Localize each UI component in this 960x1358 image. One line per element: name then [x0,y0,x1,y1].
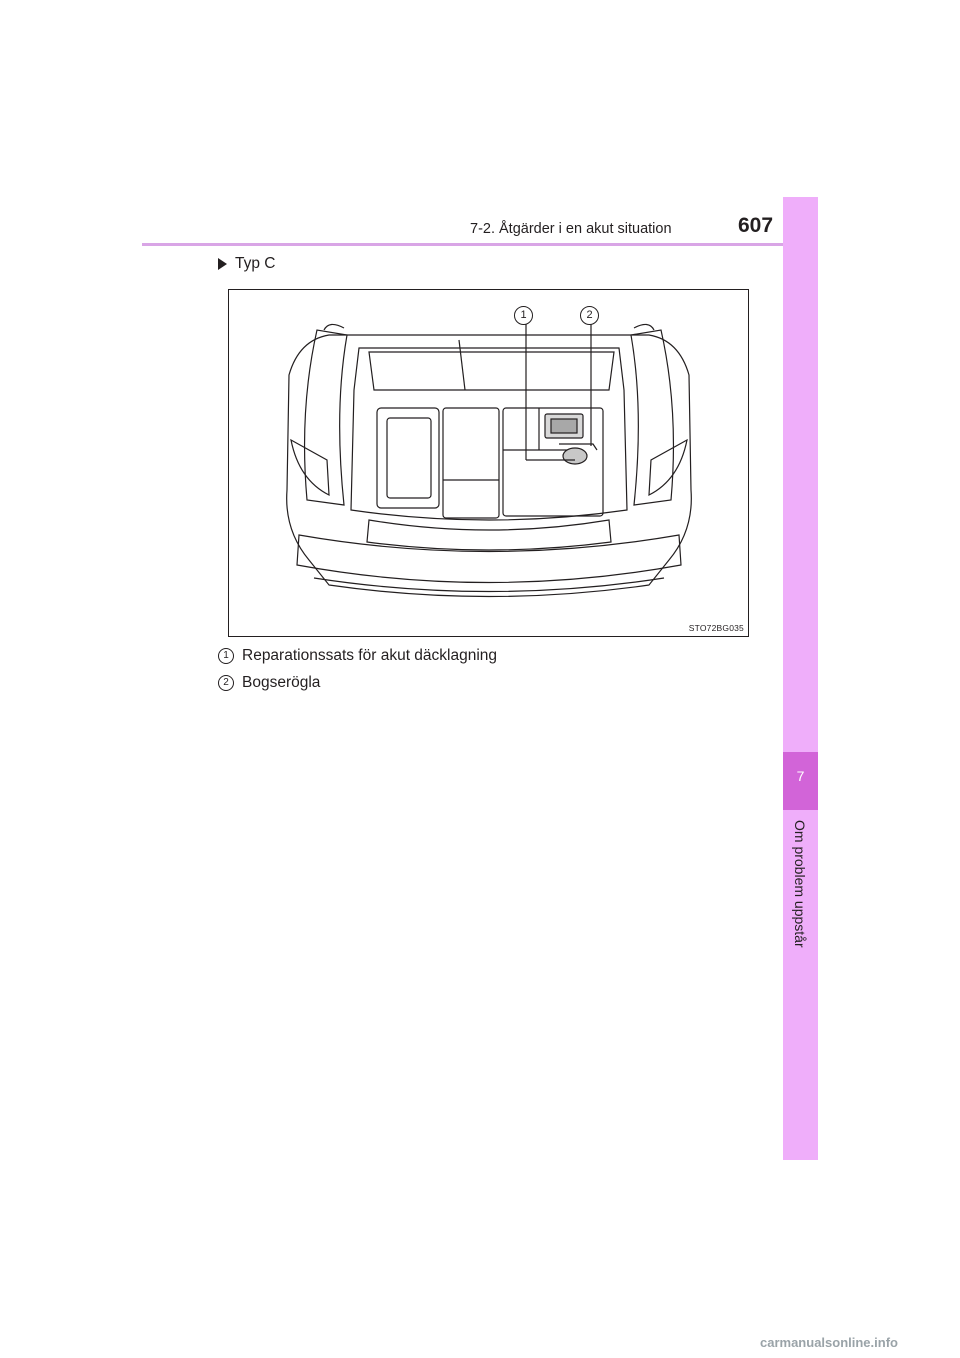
figure-code: STO72BG035 [688,623,744,633]
triangle-bullet-icon [218,258,227,270]
site-watermark: carmanualsonline.info [760,1335,898,1350]
chapter-title: Om problem uppstår [792,820,808,948]
figure-callout-1: 1 [514,306,533,325]
legend-text: Bogserögla [242,674,321,691]
chapter-number: 7 [796,768,805,784]
legend-text: Reparationssats för akut däcklagning [242,647,498,664]
header-section-title: 7-2. Åtgärder i en akut situation [470,221,672,237]
chapter-side-tab [783,197,818,1160]
legend-number: 1 [218,648,234,664]
page-number: 607 [738,214,774,237]
legend-item [218,647,497,665]
header-divider [142,243,818,246]
luggage-compartment-figure [228,289,749,637]
legend-item [218,674,320,692]
type-heading [218,255,275,273]
luggage-compartment-illustration [229,290,748,636]
type-label: Typ C [235,255,276,272]
figure-callout-2: 2 [580,306,599,325]
legend-number: 2 [218,675,234,691]
